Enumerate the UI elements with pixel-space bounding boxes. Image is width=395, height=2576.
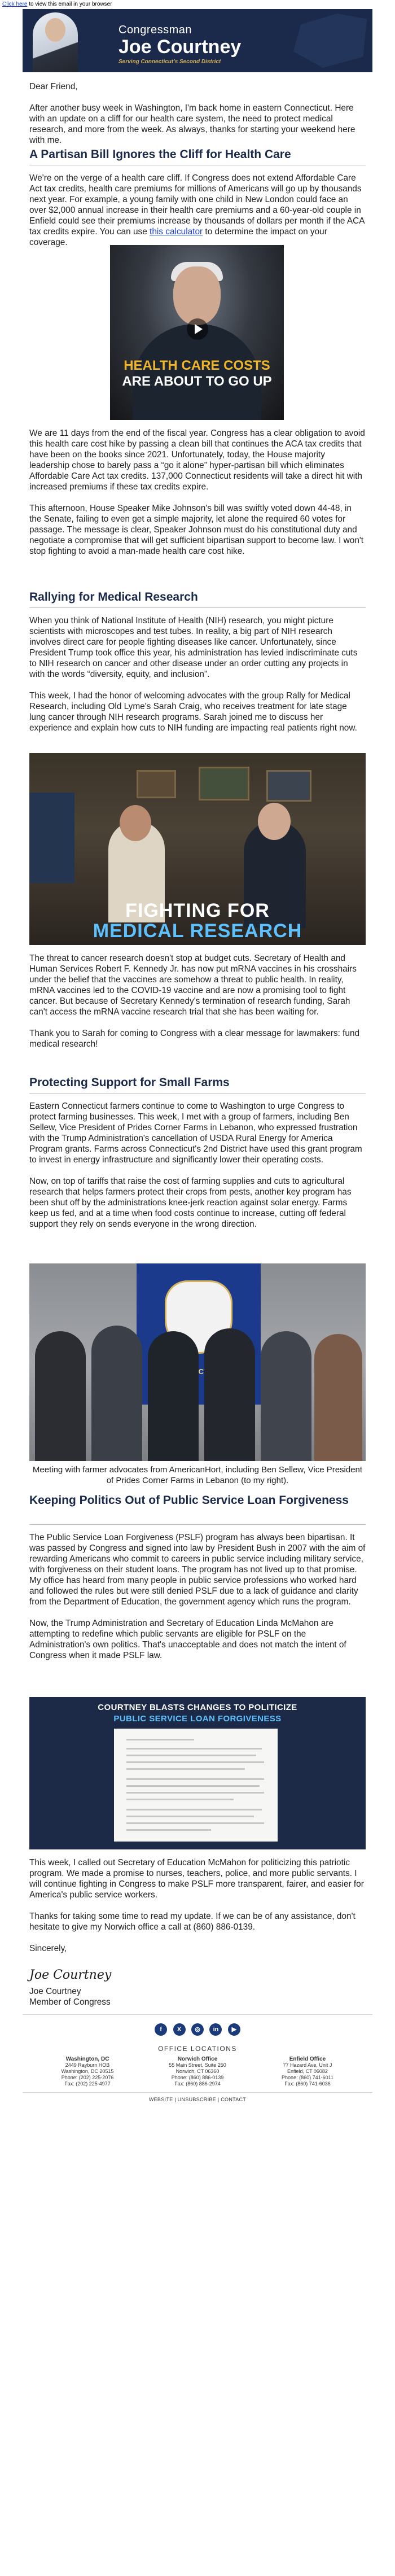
- social-links: [0, 2023, 395, 2036]
- preview-bar: [0, 0, 395, 9]
- office-enfield: Enfield Office 77 Hazard Ave, Unit J Enfield, CT 06082 Phone: (860) 741-6011 Fax: (860) 741-6036: [282, 2056, 333, 2087]
- video-caption-2: ARE ABOUT TO GO UP: [122, 374, 272, 389]
- facebook-icon[interactable]: f: [155, 2023, 167, 2036]
- congressman-photo: [33, 12, 78, 72]
- office-washington: Washington, DC 2449 Rayburn HOB Washington, DC 20515 Phone: (202) 225-2076 Fax: (202) 225-4977: [61, 2056, 114, 2087]
- office-norwich: Norwich Office 55 Main Street, Suite 250 Norwich, CT 06360 Phone: (860) 886-0139 Fax: (860) 886-2974: [169, 2056, 226, 2087]
- greeting-block: [29, 81, 366, 156]
- closing-sincerely: Sincerely,: [29, 1944, 67, 1953]
- pslf-letter-image: [29, 1697, 366, 1849]
- section-title-medical-research: Rallying for Medical Research: [29, 591, 198, 603]
- pslf-paragraph-2: Now, the Trump Administration and Secretary of Education Linda McMahon are attempting to redefine which public servants are eligible for PSLF on the Administration's own politics. That's unacceptable and does not match the intent of Congress when it made PSLF law.: [29, 1619, 346, 1660]
- pslf-banner-line2: PUBLIC SERVICE LOAN FORGIVENESS: [113, 1714, 282, 1724]
- farms-paragraph-2: Now, on top of tariffs that raise the cost of farming supplies and cuts to agricultural research that helps farmers protect their crops from pests, another key program has been shut off by the administrations knee-jerk reaction against solar energy. Farms keep us fed, and at a time when food costs continue to increase, cutting off federal support they rely on sends everyone in the wrong direction.: [29, 1177, 352, 1229]
- section-divider: [29, 607, 366, 608]
- connecticut-map-shape: [293, 14, 367, 68]
- section-title-pslf: Keeping Politics Out of Public Service Loan Forgiveness: [29, 1494, 349, 1507]
- pslf-paragraph-3: This week, I called out Secretary of Education McMahon for politicizing this patriotic program. We made a promise to nurses, teachers, police, and more public servants. I will continue fighting in Congress to make PSLF more transparent, fairer, and easier for America's public service workers.: [29, 1858, 364, 1900]
- pslf-paragraph-1: The Public Service Loan Forgiveness (PSLF) program has always been bipartisan. It was passed by Congress and signed into law by President Bush in 2007 with the aim of rewarding Americans who commit to careers in public service including military service, with forgiveness on their student loans. The program has not lived up to that promise. My office has heard from many people in public service professions who worked hard and followed the rules but were still denied PSLF due to a lack of guidance and clarity from the Department of Education, the government agency which runs the program.: [29, 1533, 366, 1607]
- footer-divider: [23, 2014, 372, 2015]
- play-icon[interactable]: [187, 318, 208, 340]
- preview-bar-text: to view this email in your browser: [27, 1, 112, 7]
- greeting: Dear Friend,: [29, 82, 78, 91]
- section-divider: [29, 1093, 366, 1094]
- header-banner: [23, 9, 372, 72]
- signature: Joe Courtney: [29, 1968, 112, 1982]
- youtube-icon[interactable]: ▶: [228, 2023, 240, 2036]
- health-care-paragraph-1: We're on the verge of a health care cliff. If Congress does not extend Affordable Care Act tax credits, health care premiums for millions of Americans will go up by thousands next year. For example, a young family with one child in New London could face an over $2,000 annual increase in their health care premiums and a 60-year-old couple in Enfield could see their premiums increase by thousands of dollars per month if the ACA tax credits expire. You can use this calculator to determine the impact on your coverage.: [29, 173, 365, 247]
- farmers-meeting-photo: [29, 1263, 366, 1461]
- photo-caption-2: MEDICAL RESEARCH: [93, 920, 302, 942]
- header-title-name: Joe Courtney: [118, 36, 242, 58]
- pslf-text-2: [29, 1857, 366, 1965]
- footer-divider: [23, 2092, 372, 2093]
- footer-links[interactable]: WEBSITE | UNSUBSCRIBE | CONTACT: [148, 2097, 247, 2102]
- closing-thanks: Thanks for taking some time to read my update. If we can be of any assistance, don't hesitate to give my Norwich office a call at (860) 886-0139.: [29, 1912, 356, 1932]
- letter-document: [114, 1729, 278, 1842]
- medical-text-2: [29, 953, 366, 1060]
- email-page: [0, 9, 395, 2576]
- signoff-name: Joe Courtney: [29, 1987, 81, 1996]
- pslf-text-1: [29, 1532, 366, 1672]
- x-icon[interactable]: X: [173, 2023, 186, 2036]
- medical-research-photo: [29, 753, 366, 945]
- medical-paragraph-2: This week, I had the honor of welcoming advocates with the group Rally for Medical Research, including Old Lyme's Sarah Craig, who receives treatment for late stage lung cancer through NIH research programs. Sarah joined me to discuss her experience and explain how cuts to NIH funding are impacting real patients right now.: [29, 691, 357, 733]
- farms-text: [29, 1101, 366, 1240]
- signoff-role: Member of Congress: [29, 1997, 111, 2007]
- linkedin-icon[interactable]: in: [209, 2023, 222, 2036]
- video-caption-1: HEALTH CARE COSTS: [124, 358, 270, 373]
- offices-title: OFFICE LOCATIONS: [158, 2045, 237, 2053]
- health-care-video[interactable]: [110, 245, 284, 420]
- medical-paragraph-3: The threat to cancer research doesn't stop at budget cuts. Secretary of Health and Human Services Robert F. Kennedy Jr. has now put mRNA vaccines in his crosshairs under the belief that the vaccines are somehow a threat to public health. In reality, mRNA vaccines led to the COVID-19 vaccine and are now a promising tool to fight cancer. But because of Secretary Kennedy's termination of research funding, Sarah can't access the mRNA vaccine research trial that she has been waiting for.: [29, 954, 357, 1017]
- view-in-browser-link[interactable]: Click here: [2, 1, 28, 7]
- health-care-text-2: [29, 428, 366, 567]
- medical-paragraph-1: When you think of National Institute of Health (NIH) research, you might picture scientists with microscopes and test tubes. In reality, a big part of NIH research involves direct care for people fighting diseases like cancer. Unfortunately, since President Trump took office this year, his administration has levied indiscriminate cuts to NIH research on cancer and other disease under an order cutting any projects in with the words “diversity, equity, and inclusion”.: [29, 616, 358, 679]
- photo-caption-1: FIGHTING FOR: [125, 900, 270, 921]
- section-title-small-farms: Protecting Support for Small Farms: [29, 1076, 230, 1089]
- pslf-banner-line1: COURTNEY BLASTS CHANGES TO POLITICIZE: [98, 1703, 297, 1712]
- header-subtitle: Serving Connecticut's Second District: [118, 59, 221, 65]
- medical-text-1: [29, 615, 366, 744]
- section-title-health-care: A Partisan Bill Ignores the Cliff for Health Care: [29, 148, 291, 161]
- medical-paragraph-4: Thank you to Sarah for coming to Congress with a clear message for lawmakers: fund medical research!: [29, 1029, 360, 1049]
- calculator-link[interactable]: this calculator: [150, 227, 203, 237]
- section-divider: [29, 1524, 366, 1525]
- farms-paragraph-1: Eastern Connecticut farmers continue to come to Washington to urge Congress to protect farming businesses. This week, I met with a group of farmers, including Ben Sellew, Vice President of Prides Corner Farms in Lebanon, who expressed frustration with the Trump Administration's cancellation of USDA Rural Energy for America Program grants. Farms across Connecticut's 2nd District have used this grant program to invest in energy infrastructure and significantly lower their operating costs.: [29, 1101, 362, 1165]
- health-care-paragraph-3: This afternoon, House Speaker Mike Johnson's bill was swiftly voted down 44-48, in the Senate, failing to even get a simple majority, let alone the required 60 votes for passage. The message is clear, Speaker Johnson must do his constitutional duty and negotiate a compromise that will get sufficient bipartisan support to become law. I won't stop fighting to avoid a man-made health care cost hike.: [29, 504, 364, 556]
- header-title-line1: Congressman: [118, 24, 192, 36]
- farmers-photo-caption: Meeting with farmer advocates from AmericanHort, including Ben Sellew, Vice President of Prides Corner Farms in Lebanon (to my right).: [32, 1465, 363, 1485]
- instagram-icon[interactable]: ◎: [191, 2023, 204, 2036]
- signoff: [29, 1986, 366, 2008]
- intro-paragraph: After another busy week in Washington, I'm back home in eastern Connecticut. Here with an update on a cliff for our health care system, the need to protect medical research, and more from the week. As always, thanks for starting your weekend here with me.: [29, 103, 356, 145]
- health-care-paragraph-2: We are 11 days from the end of the fiscal year. Congress has a clear obligation to avoid this health care cost hike by passing a clean bill that continues the ACA tax credits that have been on the books since 2021. Unfortunately, today, the House majority leadership chose to barely pass a “go it alone” hyper-partisan bill which eliminates Affordable Care Act tax credits. 137,000 Connecticut residents will take a direct hit with increased premiums if these tax credits expire.: [29, 428, 365, 492]
